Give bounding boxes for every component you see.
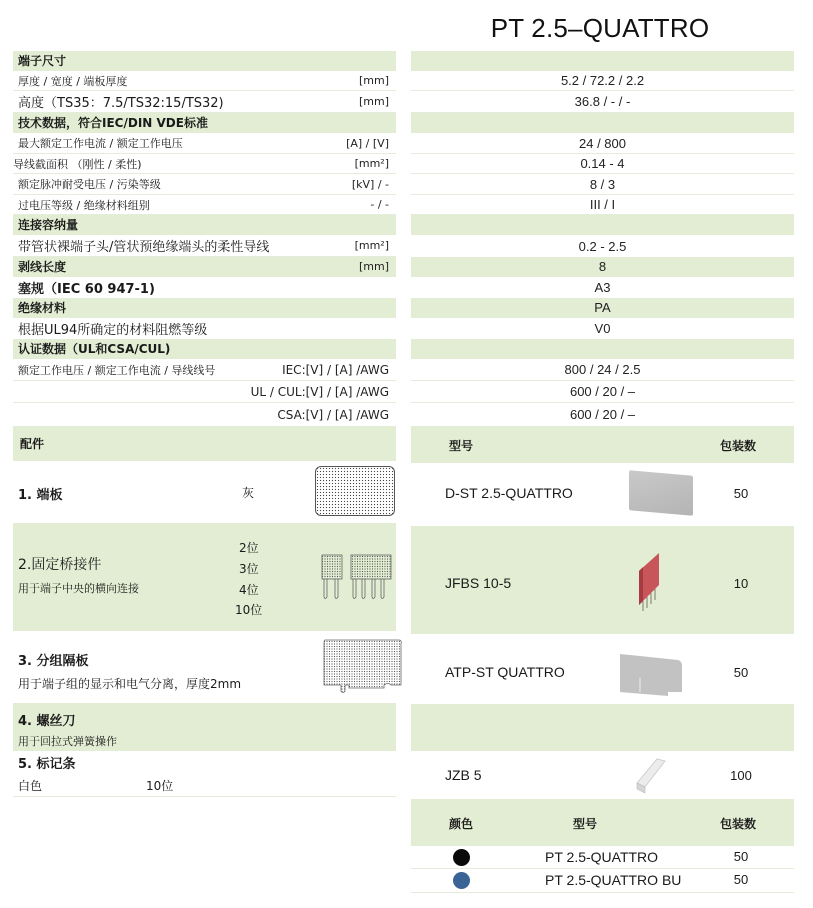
accessory-bridge: 2.固定桥接件 用于端子中央的横向连接 2位 3位 4位 10位 — [13, 523, 396, 631]
spec-row-impulse: 额定脉冲耐受电压 / 污染等级 [kV] / - — [13, 174, 396, 195]
value-ul94: V0 — [594, 321, 611, 336]
value-overvoltage: III / I — [411, 195, 794, 215]
accessories-header: 配件 — [13, 426, 396, 461]
spec-row-gauge: 塞规（IEC 60 947-1) — [18, 282, 155, 297]
value-thickness: 5.2 / 72.2 / 2.2 — [411, 71, 794, 91]
value-insulation: PA — [411, 298, 794, 318]
spec-row-iec: 额定工作电压 / 额定工作电流 / 导线线号 IEC:[V] / [A] /AWG — [13, 359, 396, 381]
ordering-row-blue: PT 2.5-QUATTRO BU 50 — [411, 869, 794, 893]
value-current-voltage: 24 / 800 — [411, 133, 794, 154]
value-ul: 600 / 20 / – — [411, 381, 794, 403]
accessories-order-header: 型号 包装数 — [411, 426, 794, 463]
bridge-photo-icon — [635, 553, 665, 615]
spec-row-height: 高度（TS35：7.5/TS32:15/TS32) [mm] — [13, 91, 396, 113]
accessory-separating-plate: 3. 分组隔板 用于端子组的显示和电气分离，厚度2mm — [13, 631, 396, 703]
spec-row-overvoltage: 过电压等级 / 绝缘材料组别 - / - — [13, 195, 396, 215]
value-gauge: A3 — [594, 280, 611, 295]
order-row-end-cover: D-ST 2.5-QUATTRO 50 — [411, 463, 794, 526]
ordering-row-black: PT 2.5-QUATTRO 50 — [411, 846, 794, 869]
accessory-screwdriver: 4. 螺丝刀 用于回拉式弹簧操作 — [13, 703, 396, 751]
accessory-marker-strip: 5. 标记条 白色 10位 — [13, 751, 396, 797]
spec-labels — [13, 51, 396, 426]
order-row-marker-strip: JZB 5 100 — [411, 751, 794, 799]
end-cover-drawing-icon — [315, 466, 395, 516]
value-ferrule: 0.2 - 2.5 — [578, 238, 627, 254]
marker-strip-photo-icon — [631, 757, 667, 795]
color-swatch-black-icon — [453, 849, 470, 866]
end-cover-photo-icon — [629, 470, 693, 516]
spec-values — [411, 51, 794, 426]
section-strip-length: 剥线长度 [mm] — [13, 257, 396, 277]
spec-row-ul94: 根据UL94所确定的材料阻燃等级 — [18, 323, 208, 338]
section-connection: 连接容纳量 — [13, 215, 396, 235]
order-row-separating-plate: ATP-ST QUATTRO 50 — [411, 634, 794, 704]
value-strip-length: 8 — [411, 257, 794, 277]
value-csa: 600 / 20 / – — [569, 407, 636, 422]
accessory-end-cover: 1. 端板 灰 — [13, 461, 396, 523]
order-row-bridge: JFBS 10-5 10 — [411, 526, 794, 634]
value-iec: 800 / 24 / 2.5 — [411, 359, 794, 381]
section-approvals: 认证数据（UL和CSA/CUL) — [13, 339, 396, 359]
separating-plate-photo-icon — [618, 652, 686, 698]
value-impulse: 8 / 3 — [411, 174, 794, 195]
section-dimensions: 端子尺寸 — [13, 51, 396, 71]
ordering-header: 颜色 型号 包装数 — [411, 799, 794, 846]
spec-row-csa: CSA:[V] / [A] /AWG — [277, 407, 389, 422]
spec-row-ul: UL / CUL:[V] / [A] /AWG — [13, 381, 396, 403]
bridge-drawing-icon — [319, 553, 399, 605]
spec-row-ferrule: 带管状裸端子头/管状预绝缘端头的柔性导线 [mm²] — [13, 235, 396, 257]
order-row-screwdriver — [411, 704, 794, 751]
product-title: PT 2.5–QUATTRO — [490, 13, 710, 43]
section-insulation: 绝缘材料 — [13, 298, 396, 318]
spec-row-current-voltage: 最大额定工作电流 / 额定工作电压 [A] / [V] — [13, 133, 396, 154]
spec-row-cross-section: 导线截面积 （刚性 / 柔性) [mm²] — [13, 154, 396, 174]
value-cross-section: 0.14 - 4 — [411, 154, 794, 174]
value-height: 36.8 / - / - — [411, 91, 794, 113]
spec-row-thickness: 厚度 / 宽度 / 端板厚度 [mm] — [13, 71, 396, 91]
section-technical: 技术数据，符合IEC/DIN VDE标准 — [13, 113, 396, 133]
color-swatch-blue-icon — [453, 872, 470, 889]
separating-plate-drawing-icon — [321, 638, 405, 696]
